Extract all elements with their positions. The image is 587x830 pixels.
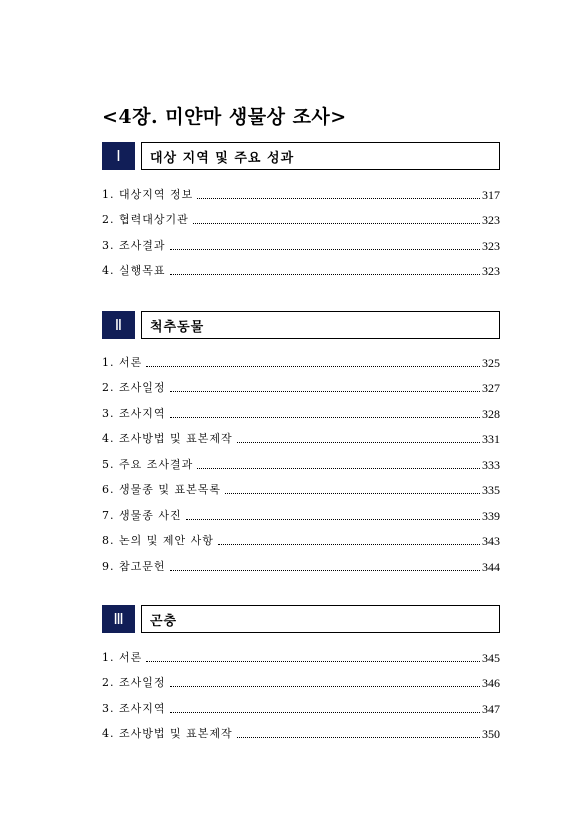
toc-entry[interactable] bbox=[102, 344, 500, 370]
toc-entry-label: 2. 조사일정 bbox=[102, 676, 166, 689]
toc-entry-page: 325 bbox=[482, 355, 500, 370]
toc-entry-label: 3. 조사지역 bbox=[102, 701, 166, 715]
leader-dots bbox=[146, 365, 480, 367]
toc-entry-page: 335 bbox=[482, 483, 500, 497]
toc-entry[interactable] bbox=[102, 639, 500, 665]
toc-entry-page: 323 bbox=[482, 238, 500, 253]
leader-dots bbox=[170, 569, 481, 571]
toc-entry-label: 3. 조사결과 bbox=[102, 238, 166, 252]
toc-entry-page: 346 bbox=[482, 676, 500, 690]
section-title-2: 척추동물 bbox=[141, 311, 500, 339]
toc-entry-page: 331 bbox=[482, 432, 500, 446]
toc-entry-page: 343 bbox=[482, 534, 500, 548]
toc-entry[interactable] bbox=[102, 253, 500, 279]
toc-entry-page: 339 bbox=[482, 508, 500, 523]
toc-entry-label: 8. 논의 및 제안 사항 bbox=[102, 534, 214, 547]
toc-entry-page: 327 bbox=[482, 381, 500, 395]
leader-dots bbox=[237, 441, 480, 443]
leader-dots bbox=[197, 197, 480, 199]
section-number-1: Ⅰ bbox=[102, 142, 135, 170]
toc-entry-label: 1. 서론 bbox=[102, 355, 143, 369]
section-header-1 bbox=[102, 142, 500, 170]
toc-entry-label: 2. 협력대상기관 bbox=[102, 213, 189, 226]
section-title-1: 대상 지역 및 주요 성과 bbox=[141, 142, 500, 170]
leader-dots bbox=[237, 736, 480, 738]
toc-entry[interactable] bbox=[102, 497, 500, 523]
toc-entry[interactable] bbox=[102, 176, 500, 202]
toc-entry[interactable] bbox=[102, 690, 500, 716]
toc-entry-page: 317 bbox=[482, 187, 500, 202]
toc-entry-page: 328 bbox=[482, 406, 500, 421]
leader-dots bbox=[146, 660, 480, 662]
toc-list-1 bbox=[102, 176, 500, 278]
leader-dots bbox=[218, 543, 480, 545]
toc-entry[interactable] bbox=[102, 395, 500, 421]
toc-entry-label: 2. 조사일정 bbox=[102, 381, 166, 394]
leader-dots bbox=[170, 711, 481, 713]
leader-dots bbox=[186, 518, 480, 520]
toc-entry[interactable] bbox=[102, 370, 500, 396]
toc-entry-label: 4. 조사방법 및 표본제작 bbox=[102, 727, 233, 740]
leader-dots bbox=[170, 685, 481, 687]
toc-entry-label: 4. 실행목표 bbox=[102, 264, 166, 277]
toc-entry[interactable] bbox=[102, 446, 500, 472]
toc-entry-page: 344 bbox=[482, 559, 500, 574]
toc-entry-page: 333 bbox=[482, 457, 500, 472]
toc-entry[interactable] bbox=[102, 227, 500, 253]
toc-entry-label: 1. 서론 bbox=[102, 650, 143, 664]
leader-dots bbox=[170, 248, 481, 250]
toc-entry[interactable] bbox=[102, 665, 500, 691]
toc-entry[interactable] bbox=[102, 421, 500, 447]
toc-list-3 bbox=[102, 639, 500, 741]
toc-entry-page: 323 bbox=[482, 213, 500, 227]
toc-entry-page: 323 bbox=[482, 264, 500, 278]
chapter-title: <4장. 미얀마 생물상 조사> bbox=[102, 106, 347, 128]
toc-entry-label: 1. 대상지역 정보 bbox=[102, 187, 194, 201]
toc-entry-page: 347 bbox=[482, 701, 500, 716]
toc-list-2 bbox=[102, 344, 500, 574]
leader-dots bbox=[170, 273, 481, 275]
leader-dots bbox=[225, 492, 480, 494]
toc-entry-label: 3. 조사지역 bbox=[102, 406, 166, 420]
leader-dots bbox=[193, 222, 480, 224]
leader-dots bbox=[170, 416, 481, 418]
toc-entry-page: 350 bbox=[482, 727, 500, 741]
section-number-3: Ⅲ bbox=[102, 605, 135, 633]
section-number-2: Ⅱ bbox=[102, 311, 135, 339]
section-header-2 bbox=[102, 311, 500, 339]
leader-dots bbox=[197, 467, 480, 469]
toc-entry[interactable] bbox=[102, 716, 500, 742]
toc-entry-label: 5. 주요 조사결과 bbox=[102, 457, 194, 471]
toc-entry[interactable] bbox=[102, 202, 500, 228]
toc-entry-label: 7. 생물종 사진 bbox=[102, 508, 182, 522]
toc-entry-page: 345 bbox=[482, 650, 500, 665]
toc-entry[interactable] bbox=[102, 523, 500, 549]
toc-entry-label: 6. 생물종 및 표본목록 bbox=[102, 483, 221, 496]
section-header-3 bbox=[102, 605, 500, 633]
section-title-3: 곤충 bbox=[141, 605, 500, 633]
toc-entry-label: 9. 참고문헌 bbox=[102, 559, 166, 573]
toc-entry[interactable] bbox=[102, 548, 500, 574]
toc-entry-label: 4. 조사방법 및 표본제작 bbox=[102, 432, 233, 445]
toc-entry[interactable] bbox=[102, 472, 500, 498]
leader-dots bbox=[170, 390, 481, 392]
